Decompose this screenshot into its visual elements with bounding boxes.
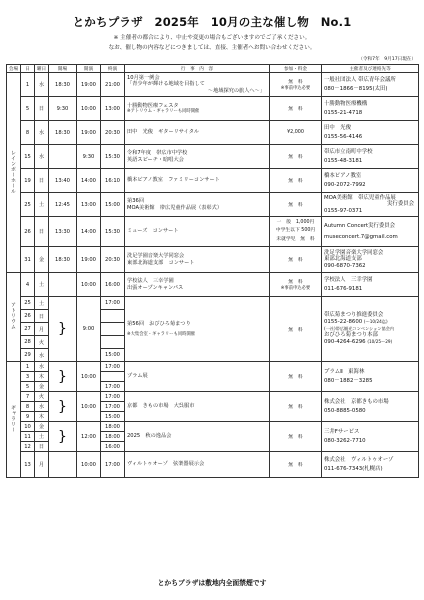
events-table: [6, 64, 419, 478]
end-time: 20:30: [101, 247, 125, 273]
end-time: 16:10: [101, 169, 125, 193]
fee-cell: 無 料: [270, 392, 322, 422]
organizer-cell: Autumn Concert実行委員会 museconcert.7@gmail.com: [322, 217, 419, 247]
col-fee: 参加・料金: [270, 65, 322, 73]
event-cell: 田中 光俊 ギターリサイタル: [125, 121, 270, 145]
end-time: 15:00: [101, 412, 125, 422]
day-cell: 26: [21, 217, 35, 247]
venue-atrium: アトリウム: [7, 273, 21, 362]
fee-cell: 無 料: [270, 97, 322, 121]
table-row: [7, 73, 419, 97]
open-brace: }: [49, 422, 77, 452]
day-cell: 25: [21, 193, 35, 217]
organizer-cell: MOA美術館 帯広児童作品展 実行委員会 0155-97-0371: [322, 193, 419, 217]
dow-cell: 金: [35, 247, 49, 273]
start-time: 10:00: [77, 273, 101, 297]
dow-cell: 火: [35, 392, 49, 402]
dow-cell: 金: [35, 422, 49, 432]
organizer-cell: 帯広菊まつり推進委員会 0155-22-8600 (〜10/24迄) (一社)帯広観光コンベンション協会内 おびひろ菊まつり本部 090-4264-6296 (10/25〜29): [322, 297, 419, 362]
event-cell: 学校法人 三幸学園 出張オープンキャンパス: [125, 273, 270, 297]
day-cell: 19: [21, 169, 35, 193]
event-cell: 十勝動物医療フェスタ ※アトリウム・ギャラリーも同時開催: [125, 97, 270, 121]
event-cell: 橋本ピアノ教室 ファミリーコンサート: [125, 169, 270, 193]
dow-cell: 月: [35, 452, 49, 478]
dow-cell: 土: [35, 297, 49, 310]
day-cell: 5: [21, 97, 35, 121]
dow-cell: 日: [35, 217, 49, 247]
fee-cell: 無 料: [270, 193, 322, 217]
fee-cell: 無 料: [270, 452, 322, 478]
end-time: 21:00: [101, 73, 125, 97]
day-cell: 25: [21, 297, 35, 310]
day-cell: 4: [21, 273, 35, 297]
start-time: 14:00: [77, 217, 101, 247]
end-time: 15:00: [101, 349, 125, 362]
open-brace: }: [49, 297, 77, 362]
end-time: 17:00: [101, 452, 125, 478]
day-cell: 12: [21, 442, 35, 452]
col-start: 開演: [77, 65, 101, 73]
table-row: [7, 97, 419, 121]
organizer-cell: 十勝動物医療機構 0155-21-4718: [322, 97, 419, 121]
page-title: とかちプラザ 2025年 10月の主な催し物 No.1: [72, 15, 352, 29]
dow-cell: 水: [35, 121, 49, 145]
day-cell: 28: [21, 336, 35, 349]
start-time: 19:00: [77, 73, 101, 97]
table-row: [7, 121, 419, 145]
fee-cell: 無 料 ※事前申込必要: [270, 273, 322, 297]
organizer-cell: 株式会社 ヴィルトゥオーゾ 011-676-7343(札幌店): [322, 452, 419, 478]
table-row: [7, 362, 419, 372]
start-time: 10:00: [77, 452, 101, 478]
dow-cell: 日: [35, 442, 49, 452]
event-cell: 第56回 おびひろ菊まつり ※大集会室・ギャラリーも同時開催: [125, 297, 270, 362]
event-cell: ミューズ コンサート: [125, 217, 270, 247]
event-cell: 2025 秋の逸品会: [125, 422, 270, 452]
end-time: 17:00: [101, 382, 125, 392]
organizer-cell: 一般社団法人 帯広青年会議所 080－1866－8195(太田): [322, 73, 419, 97]
organizer-cell: 学校法人 三幸学園 011-676-9181: [322, 273, 419, 297]
open-time: [49, 452, 77, 478]
start-time: 10:00: [77, 97, 101, 121]
table-row: [7, 169, 419, 193]
end-time: 16:00: [101, 273, 125, 297]
start-time: 19:00: [77, 247, 101, 273]
fee-cell: 無 料: [270, 145, 322, 169]
notice-line-2: なお、催し物の内容などにつきましては、直接、主催者へお問い合わせください。: [108, 45, 316, 51]
event-cell: 10月第一例会 「青少年が輝ける地域を目指して 〜地域探究の旅人へ〜」: [125, 73, 270, 97]
organizer-cell: 三井Fサービス 080-3262-7710: [322, 422, 419, 452]
col-dow: 曜日: [35, 65, 49, 73]
organizer-cell: 洗足学園音楽大学同窓会 東部北海道支部 090-6870-7362: [322, 247, 419, 273]
table-row: [7, 247, 419, 273]
table-header-row: [7, 65, 419, 73]
dow-cell: 土: [35, 432, 49, 442]
day-cell: 1: [21, 362, 35, 372]
end-time: 17:00: [101, 402, 125, 412]
start-time: 10:00: [77, 392, 101, 422]
open-time: 13:30: [49, 217, 77, 247]
end-time: 20:30: [101, 121, 125, 145]
day-cell: 13: [21, 452, 35, 478]
dow-cell: 木: [35, 372, 49, 382]
end-time: [101, 336, 125, 349]
end-time: 15:30: [101, 217, 125, 247]
venue-rainbow-hall: レインボーホール: [7, 73, 21, 273]
event-cell: ヴィルトゥオーゾ 弦楽器展示会: [125, 452, 270, 478]
day-cell: 15: [21, 145, 35, 169]
open-time: [49, 273, 77, 297]
day-cell: 29: [21, 349, 35, 362]
start-time: 14:00: [77, 169, 101, 193]
start-time: 9:00: [77, 297, 101, 362]
organizer-cell: プラムⅡ 東海林 080－1882－3285: [322, 362, 419, 392]
dow-cell: 金: [35, 382, 49, 392]
open-time: [49, 145, 77, 169]
organizer-cell: 橋本ピアノ教室 090-2072-7992: [322, 169, 419, 193]
table-row: [7, 392, 419, 402]
dow-cell: 水: [35, 73, 49, 97]
dow-cell: 土: [35, 273, 49, 297]
end-time: 16:00: [101, 442, 125, 452]
dow-cell: 日: [35, 169, 49, 193]
end-time: [101, 372, 125, 382]
event-cell: 令和7年度 帯広市中学校 英語スピーチ・暗唱大会: [125, 145, 270, 169]
start-time: 13:00: [77, 193, 101, 217]
day-cell: 11: [21, 432, 35, 442]
notice-line-1: ※ 主催者の都合により、中止や変更の場合もございますのでご了承ください。: [113, 35, 311, 41]
as-of-date: （令和7年 9月17日現在）: [358, 57, 416, 62]
table-row: [7, 273, 419, 297]
end-time: 15:30: [101, 145, 125, 169]
fee-cell: 無 料: [270, 169, 322, 193]
open-brace: }: [49, 392, 77, 422]
table-row: [7, 297, 419, 310]
end-time: 18:00: [101, 422, 125, 432]
dow-cell: 木: [35, 412, 49, 422]
organizer-cell: 株式会社 京都きもの市場 050-8885-0580: [322, 392, 419, 422]
end-time: 17:00: [101, 297, 125, 310]
day-cell: 9: [21, 412, 35, 422]
organizer-cell: 田中 光俊 0155-56-4146: [322, 121, 419, 145]
event-cell: 第36回 MOA美術館 帯広児童作品展（表彰式）: [125, 193, 270, 217]
start-time: 19:00: [77, 121, 101, 145]
day-cell: 27: [21, 323, 35, 336]
day-cell: 1: [21, 73, 35, 97]
dow-cell: 水: [35, 349, 49, 362]
col-end: 終演: [101, 65, 125, 73]
day-cell: 26: [21, 310, 35, 323]
end-time: 17:00: [101, 392, 125, 402]
day-cell: 7: [21, 392, 35, 402]
fee-cell: 無 料: [270, 297, 322, 362]
day-cell: 31: [21, 247, 35, 273]
table-row: [7, 217, 419, 247]
start-time: 9:30: [77, 145, 101, 169]
venue-gallery: ギャラリー: [7, 362, 21, 478]
open-time: 18:30: [49, 247, 77, 273]
day-cell: 8: [21, 121, 35, 145]
dow-cell: 月: [35, 323, 49, 336]
organizer-cell: 帯広市立南町中学校 0155-48-3181: [322, 145, 419, 169]
fee-cell: 無 料 ※事前申込必要: [270, 73, 322, 97]
dow-cell: 水: [35, 362, 49, 372]
end-time: [101, 323, 125, 336]
open-time: 9:30: [49, 97, 77, 121]
end-time: 15:00: [101, 193, 125, 217]
col-day: 日: [21, 65, 35, 73]
col-venue: 会場: [7, 65, 21, 73]
end-time: 17:00: [101, 362, 125, 372]
table-row: [7, 452, 419, 478]
end-time: 13:00: [101, 97, 125, 121]
open-time: 12:45: [49, 193, 77, 217]
fee-cell: ¥2,000: [270, 121, 322, 145]
event-cell: プラム展: [125, 362, 270, 392]
open-time: 13:40: [49, 169, 77, 193]
table-row: [7, 422, 419, 432]
col-event: 行 事 内 容: [125, 65, 270, 73]
open-time: 18:30: [49, 73, 77, 97]
day-cell: 8: [21, 402, 35, 412]
dow-cell: 水: [35, 145, 49, 169]
fee-cell: 無 料: [270, 422, 322, 452]
table-row: [7, 145, 419, 169]
dow-cell: 火: [35, 336, 49, 349]
col-open: 開場: [49, 65, 77, 73]
dow-cell: 土: [35, 193, 49, 217]
fee-cell: 一 般 1,000円 中学生以下 500円 未就学児 無 料: [270, 217, 322, 247]
day-cell: 3: [21, 372, 35, 382]
event-cell: 洗足学園音楽大学同窓会 東部北海道支部 コンサート: [125, 247, 270, 273]
day-cell: 10: [21, 422, 35, 432]
start-time: 10:00: [77, 362, 101, 392]
col-organizer: 主催者及び連絡先等: [322, 65, 419, 73]
no-smoking-notice: とかちプラザは敷地内全面禁煙です: [157, 579, 267, 587]
dow-cell: 水: [35, 402, 49, 412]
open-brace: }: [49, 362, 77, 392]
dow-cell: 日: [35, 97, 49, 121]
table-row: [7, 193, 419, 217]
day-cell: 5: [21, 382, 35, 392]
fee-cell: 無 料: [270, 247, 322, 273]
dow-cell: 日: [35, 310, 49, 323]
end-time: [101, 310, 125, 323]
end-time: 18:00: [101, 432, 125, 442]
open-time: 18:30: [49, 121, 77, 145]
fee-cell: 無 料: [270, 362, 322, 392]
start-time: 12:00: [77, 422, 101, 452]
event-cell: 京都 きもの市場 大呉服市: [125, 392, 270, 422]
